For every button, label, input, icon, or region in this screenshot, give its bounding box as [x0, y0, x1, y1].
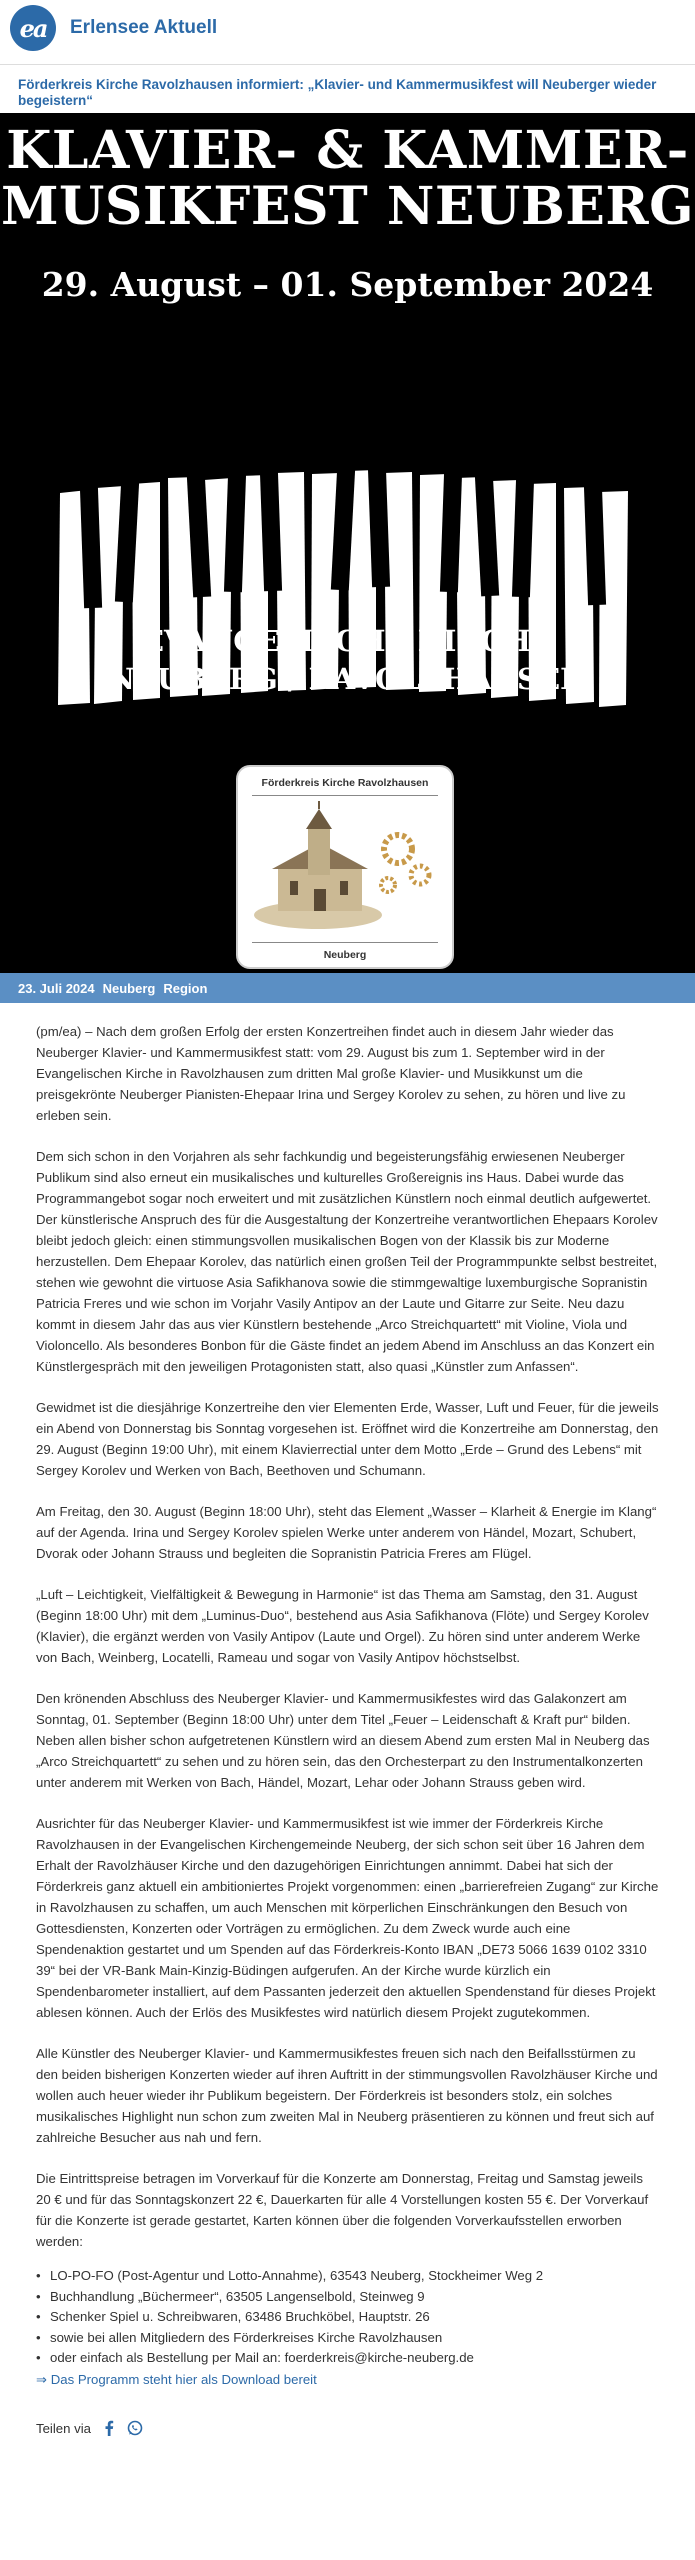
category-link-region[interactable]: Region — [163, 980, 208, 996]
list-item: • oder einfach als Bestellung per Mail an: foerderkreis@kirche-neuberg.de — [36, 2348, 659, 2369]
paragraph: Den krönenden Abschluss des Neuberger Klavier- und Kammermusikfestes wird das Galakonzert am Sonntag, 01. September (Beginn 18:00 Uhr) unter dem Titel „Feuer – Leidenschaft & Kraft pur“ bilden. Neben allen bisher schon aufgetretenen Künstlern wird an diesem Abend zum ersten Mal in Neuberg das „Arco Streichquartett“ zu sehen und zu hören sein, das den Orchesterpart zu den Instrumentalkonzerten unter anderem mit Werken von Bach, Händel, Mozart, Lehar oder Johann Strauss geben wird. — [36, 1691, 650, 1790]
list-item: • LO-PO-FO (Post-Agentur und Lotto-Annahme), 63543 Neuberg, Stockheimer Weg 2 — [36, 2266, 659, 2287]
share-label: Teilen via — [36, 2420, 91, 2436]
facebook-icon[interactable] — [101, 2420, 117, 2436]
poster-date: 29. August – 01. September 2024 — [41, 265, 654, 304]
badge-location: Neuberg — [323, 949, 367, 961]
foerderkreis-badge — [236, 765, 454, 969]
article-title: Förderkreis Kirche Ravolzhausen informiert: „Klavier- und Kammermusikfest will Neuberger wieder begeistern“ — [18, 77, 657, 108]
site-name[interactable]: Erlensee Aktuell — [70, 17, 218, 38]
article-body — [0, 1003, 695, 2439]
poster-title-line2: MUSIKFEST NEUBERG — [0, 176, 695, 237]
site-logo[interactable] — [10, 5, 56, 51]
article-date: 23. Juli 2024 — [18, 980, 95, 996]
poster-venue-line2: NEUBERG / RAVOLZHAUSEN — [108, 662, 587, 696]
paragraph: Ausrichter für das Neuberger Klavier- und Kammermusikfest ist wie immer der Förderkreis Kirche Ravolzhausen in der Evangelischen Kirchengemeinde Neuberg, der sich schon seit über 16 Jahren dem Erhalt der Ravolzhäuser Kirche und den dazugehörigen Einrichtungen annimmt. Dabei hat sich der Förderkreis ganz aktuell ein ambitioniertes Projekt vorgenommen: einen „barrierefreien Zugang“ zur Kirche in Ravolzhausen zu schaffen, um auch Menschen mit körperlichen Einschränkungen den Besuch von Gottesdiensten, Konzerten oder Vorträgen zu ermöglichen. Zu dem Zweck wurde auch eine Spendenaktion gestartet und um Spenden auf das Förderkreis-Konto IBAN „DE73 5066 1639 0102 3310 39“ bei der VR-Bank Main-Kinzig-Büdingen aufgerufen. An der Kirche wurde kürzlich ein Spendenbarometer installiert, auf dem Passanten jederzeit den aktuellen Spendenstand für dieses Projekt ablesen können. Auch der Erlös des Musikfestes wird natürlich diesem Projekt zugutekommen. — [36, 1816, 659, 2020]
presale-list — [36, 2266, 659, 2369]
whatsapp-icon[interactable] — [127, 2420, 143, 2436]
article-image — [0, 113, 695, 973]
paragraph: Alle Künstler des Neuberger Klavier- und Kammermusikfestes freuen sich nach den Beifallsstürmen zu den beiden bisherigen Konzerten wieder auf ihren Auftritt in der stimmungsvollen Ravolzhäuser Kirche und wollen auch heuer wieder ihr Publikum begeistern. Der Förderkreis ist besonders stolz, ein solches musikalisches Highlight nun schon zum zweiten Mal in Neuberg präsentieren zu können und freut sich auf zahlreiche Besucher aus nah und fern. — [36, 2046, 658, 2145]
paragraph: Gewidmet ist die diesjährige Konzertreihe den vier Elementen Erde, Wasser, Luft und Feuer, für die jeweils ein Abend von Donnerstag bis Sonntag vorgesehen ist. Eröffnet wird die Konzertreihe am Donnerstag, den 29. August (Beginn 19:00 Uhr), mit einem Klavierrectial unter dem Motto „Erde – Grund des Lebens“ mit Sergey Korolev und Werken von Bach, Beethoven und Schumann. — [36, 1400, 659, 1478]
paragraph: Am Freitag, den 30. August (Beginn 18:00 Uhr), steht das Element „Wasser – Klarheit & Energie im Klang“ auf der Agenda. Irina und Sergey Korolev spielen Werke unter anderem von Händel, Mozart, Schubert, Dvorak oder Johann Strauss und begleiten die Sopranistin Patricia Freres am Flügel. — [36, 1504, 657, 1561]
church-icon — [248, 797, 444, 937]
paragraph: (pm/ea) – Nach dem großen Erfolg der ersten Konzertreihen findet auch in diesem Jahr wieder das Neuberger Klavier- und Kammermusikfest statt: vom 29. August bis zum 1. September wird in der Evangelischen Kirche in Ravolzhausen zum dritten Mal große Klavier- und Musikkunst um die preisgekrönte Neuberger Pianisten-Ehepaar Irina und Sergey Korolev zu sehen, zu hören und live zu erleben sein. — [36, 1024, 626, 1123]
site-header — [0, 0, 695, 56]
article-meta-bar — [0, 973, 695, 1003]
list-item: • Buchhandlung „Büchermeer“, 63505 Langenselbold, Steinweg 9 — [36, 2287, 659, 2308]
paragraph: „Luft – Leichtigkeit, Vielfältigkeit & Bewegung in Harmonie“ ist das Thema am Samstag, den 31. August (Beginn 18:00 Uhr) mit dem „Luminus-Duo“, bestehend aus Asia Safikhanova (Flöte) und Sergey Korolev (Klavier), die ergänzt werden von Vasily Antipov (Laute und Orgel). Zu hören sind unter anderem Werke von Bach, Weinberg, Locatelli, Rameau und sogar von Vasily Antipov höchstselbst. — [36, 1587, 649, 1665]
program-download-link[interactable]: ⇒ Das Programm steht hier als Download bereit — [36, 2371, 317, 2387]
poster-title-line1: KLAVIER- & KAMMER- — [6, 120, 689, 181]
poster-venue-line1: EVANGELISCHE KIRCHE — [141, 624, 554, 658]
category-link-neuberg[interactable]: Neuberg — [102, 980, 156, 996]
list-item: • sowie bei allen Mitgliedern des Förderkreises Kirche Ravolzhausen — [36, 2328, 659, 2349]
paragraph: Die Eintrittspreise betragen im Vorverkauf für die Konzerte am Donnerstag, Freitag und Samstag jeweils 20 € und für das Sonntagskonzert 22 €, Dauerkarten für alle 4 Vorstellungen kosten 55 €. Der Vorverkauf für die Konzerte ist gerade gestartet, Karten können über die folgenden Vorverkaufsstellen erworben werden: — [36, 2171, 649, 2249]
paragraph: Dem sich schon in den Vorjahren als sehr fachkundig und begeisterungsfähig erwiesenen Neuberger Publikum sind also erneut ein musikalisches und kulturelles Großereignis ins Haus. Dabei wurde das Programmangebot sogar noch erweitert und mit zusätzlichen Künstlern noch einmal deutlich aufgewertet. Der künstlerische Anspruch des für die Ausgestaltung der Konzertreihe verantwortlichen Ehepaars Korolev bleibt jedoch gleich: einen stimmungsvollen musikalischen Bogen von der Klassik bis zur Moderne herzustellen. Dem Ehepaar Korolev, das natürlich einen großen Teil der Programmpunkte selbst bestreitet, stehen wie gewohnt die virtuose Asia Safikhanova sowie die stimmgewaltige luxemburgische Sopranistin Patricia Freres und wie schon im Vorjahr Vasily Antipov an der Laute und Gitarre zur Seite. Neu dazu kommt in diesem Jahr das aus vier Künstlern bestehende „Arco Streichquartett“ mit Violine, Viola und Violoncello. Als besonderes Bonbon für die Gäste findet an jedem Abend im Anschluss an das Konzert ein Künstlergespräch mit den jeweiligen Protagonisten statt, also quasi „Künstler zum Anfassen“. — [36, 1149, 658, 1374]
badge-title: Förderkreis Kirche Ravolzhausen — [261, 777, 429, 789]
logo-text: ea — [19, 13, 47, 43]
list-item: • Schenker Spiel u. Schreibwaren, 63486 Bruchköbel, Hauptstr. 26 — [36, 2307, 659, 2328]
badge-rule-top — [252, 795, 438, 796]
badge-rule-bottom — [252, 942, 438, 943]
share-bar — [36, 2418, 659, 2439]
